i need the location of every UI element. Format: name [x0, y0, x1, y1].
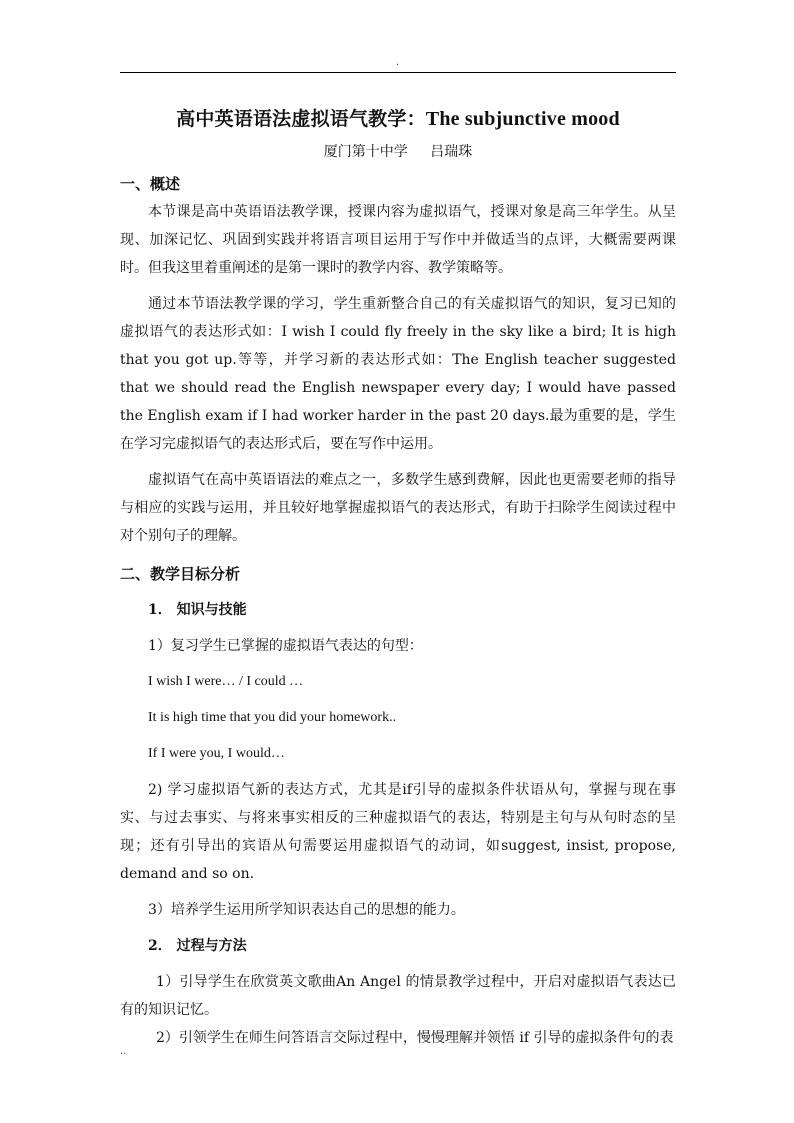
header-mark: .	[396, 57, 400, 68]
section-1-paragraph-1: 本节课是高中英语语法教学课，授课内容为虚拟语气，授课对象是高三年学生。从呈现、加深记忆、巩固到实践并将语言项目运用于写作中并做适当的点评，大概需要两课时。但我这里着重阐述的是第一课时的教学内容、教学策略等。	[120, 204, 676, 276]
section-1-heading: 一、概述	[120, 175, 181, 193]
process-item-1: 1）引导学生在欣赏英文歌曲An Angel 的情景教学过程中，开启对虚拟语气表达已有的知识记忆。	[120, 974, 676, 1018]
footer-mark: ..	[120, 1046, 127, 1057]
title-chinese: 高中英语语法虚拟语气教学：	[176, 108, 426, 130]
author-school: 厦门第十中学	[323, 144, 408, 160]
process-item-2: 2）引领学生在师生问答语言交际过程中，慢慢理解并领悟 if 引导的虚拟条件句的表	[156, 1030, 674, 1046]
document-title	[120, 104, 676, 134]
author-name: 吕瑞珠	[430, 144, 473, 160]
objective-item-1: 1）复习学生已掌握的虚拟语气表达的句型：	[148, 638, 423, 654]
example-sentence-3: If I were you, I would…	[148, 746, 285, 761]
subsection-2-2-heading: 2． 过程与方法	[148, 938, 247, 954]
section-1-paragraph-3: 虚拟语气在高中英语语法的难点之一，多数学生感到费解，因此也更需要老师的指导与相应的实践与运用，并且较好地掌握虚拟语气的表达形式，有助于扫除学生阅读过程中对个别句子的理解。	[120, 472, 676, 544]
example-sentence-1: I wish I were… / I could …	[148, 674, 304, 689]
objective-item-3: 3）培养学生运用所学知识表达自己的思想的能力。	[148, 902, 465, 918]
document-body	[120, 104, 676, 1052]
section-2-heading: 二、教学目标分析	[120, 565, 241, 583]
author-line	[120, 140, 676, 164]
header-rule	[120, 72, 676, 73]
objective-item-2: 2) 学习虚拟语气新的表达方式，尤其是if引导的虚拟条件状语从句，掌握与现在事实、与过去事实、与将来事实相反的三种虚拟语气的表达，特别是主句与从句时态的呈现；还有引导出的宾语从句需要运用虚拟语气的动词，如suggest, insist, propose, demand and so on.	[120, 782, 676, 882]
title-english: The subjunctive mood	[425, 108, 620, 130]
subsection-2-1-heading: 1． 知识与技能	[148, 602, 247, 618]
example-sentence-2: It is high time that you did your homework..	[148, 710, 397, 725]
section-1-paragraph-2: 通过本节语法教学课的学习，学生重新整合自己的有关虚拟语气的知识，复习已知的虚拟语气的表达形式如：I wish I could fly freely in the sky like a bird; It is high that you got up.等等，并学习新的表达形式如：The English teacher suggested that we should read the English newspaper every day; I would have passed the English exam if I had worker harder in the past 20 days.最为重要的是，学生在学习完虚拟语气的表达形式后，要在写作中运用。	[120, 296, 676, 452]
